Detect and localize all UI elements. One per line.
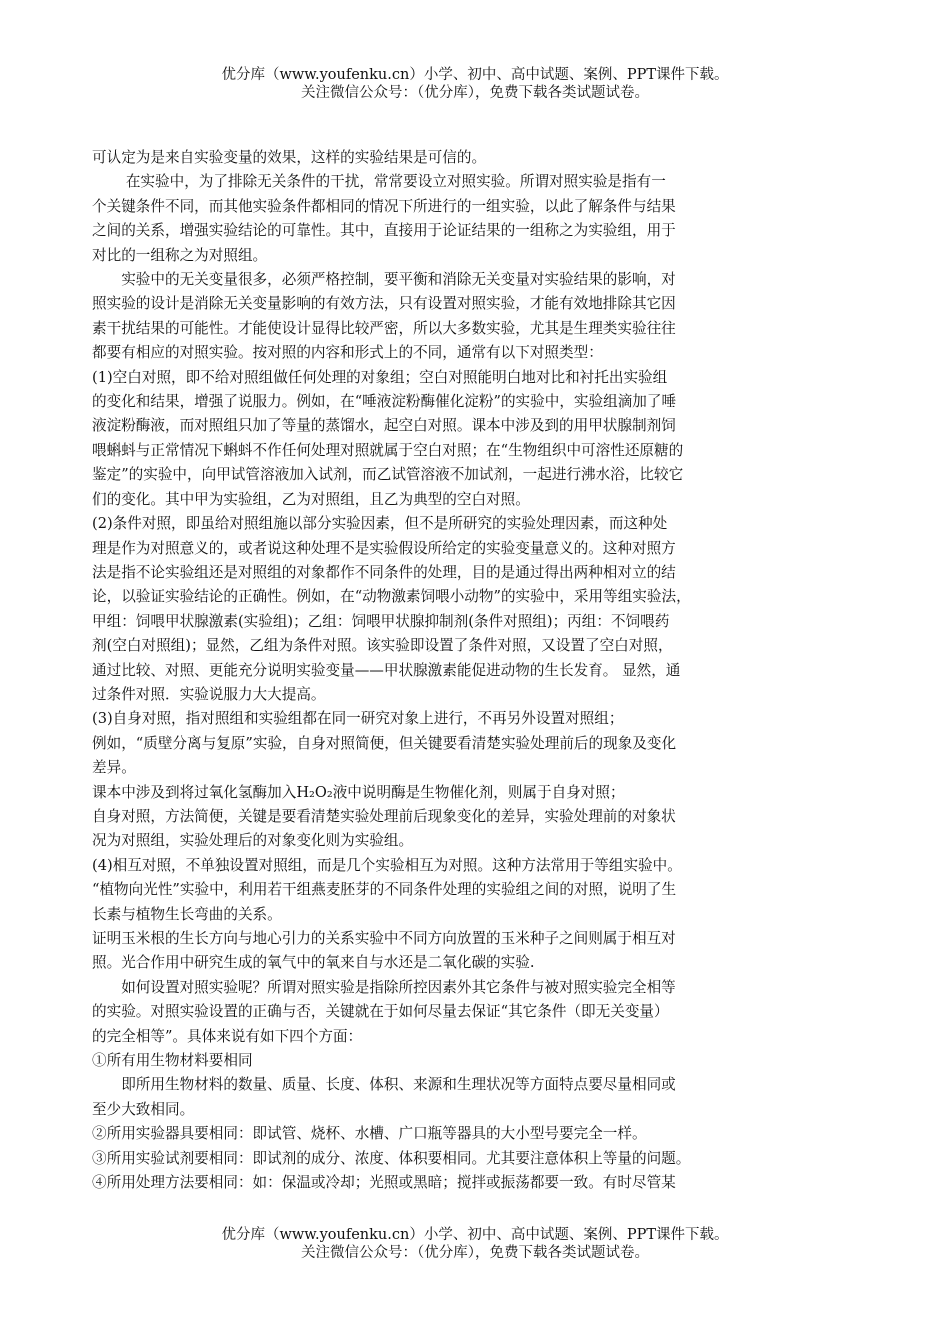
body-line: 照实验的设计是消除无关变量影响的有效方法，只有设置对照实验，才能有效地排除其它因	[92, 295, 676, 313]
document-body	[92, 146, 782, 1195]
body-line: 都要有相应的对照实验。按对照的内容和形式上的不同，通常有以下对照类型：	[92, 344, 603, 362]
body-line: ③所用实验试剂要相同：即试剂的成分、浓度、体积要相同。尤其要注意体积上等量的问题。	[92, 1149, 691, 1167]
body-line: 对比的一组称之为对照组。	[92, 246, 268, 264]
body-line: 例如，“质壁分离与复原”实验，自身对照简便，但关键要看清楚实验处理前后的现象及变化	[92, 734, 677, 752]
body-line: 的变化和结果，增强了说服力。例如，在“唾液淀粉酶催化淀粉”的实验中，实验组滴加了唾	[92, 393, 677, 411]
header-line-2: 关注微信公众号：（优分库），免费下载各类试题试卷。	[301, 85, 649, 101]
body-line: 如何设置对照实验呢？所谓对照实验是指除所控因素外其它条件与被对照实验完全相等	[92, 978, 676, 996]
body-line: 个关键条件不同，而其他实验条件都相同的情况下所进行的一组实验，以此了解条件与结果	[92, 197, 676, 215]
body-line: 甲组：饲喂甲状腺激素(实验组)；乙组：饲喂甲状腺抑制剂(条件对照组)；丙组：不饲喂药	[92, 612, 670, 630]
body-line: 液淀粉酶液，而对照组只加了等量的蒸馏水，起空白对照。课本中涉及到的用甲状腺制剂饲	[92, 417, 676, 435]
body-line: 况为对照组，实验处理后的对象变化则为实验组。	[92, 832, 414, 850]
body-line: 课本中涉及到将过氧化氢酶加入H₂O₂液中说明酶是生物催化剂，则属于自身对照；	[92, 783, 625, 801]
body-line: ①所有用生物材料要相同	[92, 1052, 253, 1070]
body-line: 即所用生物材料的数量、质量、长度、体积、来源和生理状况等方面特点要尽量相同或	[92, 1076, 676, 1094]
footer-line-1: 优分库（www.youfenku.cn）小学、初中、高中试题、案例、PPT课件下载。	[221, 1227, 729, 1243]
body-line: ④所用处理方法要相同：如：保温或冷却；光照或黑暗；搅拌或振荡都要一致。有时尽管某	[92, 1174, 676, 1192]
body-line: 之间的关系，增强实验结论的可靠性。其中，直接用于论证结果的一组称之为实验组，用于	[92, 222, 676, 240]
body-line: 鉴定”的实验中，向甲试管溶液加入试剂，而乙试管溶液不加试剂，一起进行沸水浴，比较它	[92, 466, 684, 484]
body-line: 差异。	[92, 759, 136, 777]
header-line-1: 优分库（www.youfenku.cn）小学、初中、高中试题、案例、PPT课件下载。	[221, 67, 729, 83]
body-line: 过条件对照．实验说服力大大提高。	[92, 685, 326, 703]
body-line: 可认定为是来自实验变量的效果，这样的实验结果是可信的。	[92, 149, 487, 166]
body-line: (4)相互对照，不单独设置对照组，而是几个实验相互为对照。这种方法常用于等组实验中。	[92, 856, 682, 874]
body-line: 法是指不论实验组还是对照组的对象都作不同条件的处理，目的是通过得出两种相对立的结	[92, 563, 676, 581]
body-line: 长素与植物生长弯曲的关系。	[92, 905, 282, 923]
body-line: 实验中的无关变量很多，必须严格控制，要平衡和消除无关变量对实验结果的影响，对	[92, 271, 676, 289]
body-line: 自身对照，方法简便，关键是要看清楚实验处理前后现象变化的差异，实验处理前的对象状	[92, 807, 676, 825]
body-line: “植物向光性”实验中，利用若干组燕麦胚芽的不同条件处理的实验组之间的对照，说明了生	[92, 881, 677, 899]
body-line: 在实验中，为了排除无关条件的干扰，常常要设立对照实验。所谓对照实验是指有一	[92, 173, 666, 191]
body-line: 通过比较、对照、更能充分说明实验变量——甲状腺激素能促进动物的生长发育。 显然，通	[92, 661, 681, 679]
body-line: 们的变化。其中甲为实验组，乙为对照组，且乙为典型的空白对照。	[92, 490, 530, 508]
body-line: ②所用实验器具要相同：即试管、烧杯、水槽、广口瓶等器具的大小型号要完全一样。	[92, 1125, 647, 1143]
body-line: 照。光合作用中研究生成的氧气中的氧来自与水还是二氧化碳的实验.	[92, 954, 535, 972]
body-line: 素干扰结果的可能性。才能使设计显得比较严密，所以大多数实验，尤其是生理类实验往往	[92, 319, 676, 337]
body-line: 至少大致相同。	[92, 1100, 195, 1118]
body-line: (2)条件对照，即虽给对照组施以部分实验因素，但不是所研究的实验处理因素，而这种处	[92, 515, 668, 533]
body-line: 剂(空白对照组)；显然，乙组为条件对照。该实验即设置了条件对照，又设置了空白对照，	[92, 637, 673, 655]
body-line: 证明玉米根的生长方向与地心引力的关系实验中不同方向放置的玉米种子之间则属于相互对	[92, 930, 676, 947]
body-line: (1)空白对照，即不给对照组做任何处理的对象组；空白对照能明白地对比和衬托出实验组	[92, 368, 668, 386]
body-line: 喂蝌蚪与正常情况下蝌蚪不作任何处理对照就属于空白对照；在“生物组织中可溶性还原糖的	[92, 441, 684, 459]
body-line: (3)自身对照，指对照组和实验组都在同一研究对象上进行，不再另外设置对照组；	[92, 710, 624, 728]
body-line: 理是作为对照意义的，或者说这种处理不是实验假设所给定的实验变量意义的。这种对照方	[92, 539, 676, 557]
footer-line-2: 关注微信公众号：（优分库），免费下载各类试题试卷。	[301, 1245, 649, 1261]
page-footer	[0, 1226, 950, 1262]
body-line: 的实验。对照实验设置的正确与否，关键就在于如何尽量去保证“其它条件（即无关变量）	[92, 1003, 669, 1021]
body-line: 的完全相等”。具体来说有如下四个方面：	[92, 1027, 363, 1045]
body-line: 论，以验证实验结论的正确性。例如，在“动物激素饲喂小动物”的实验中，采用等组实验法，	[92, 588, 691, 606]
page-header	[0, 66, 950, 102]
